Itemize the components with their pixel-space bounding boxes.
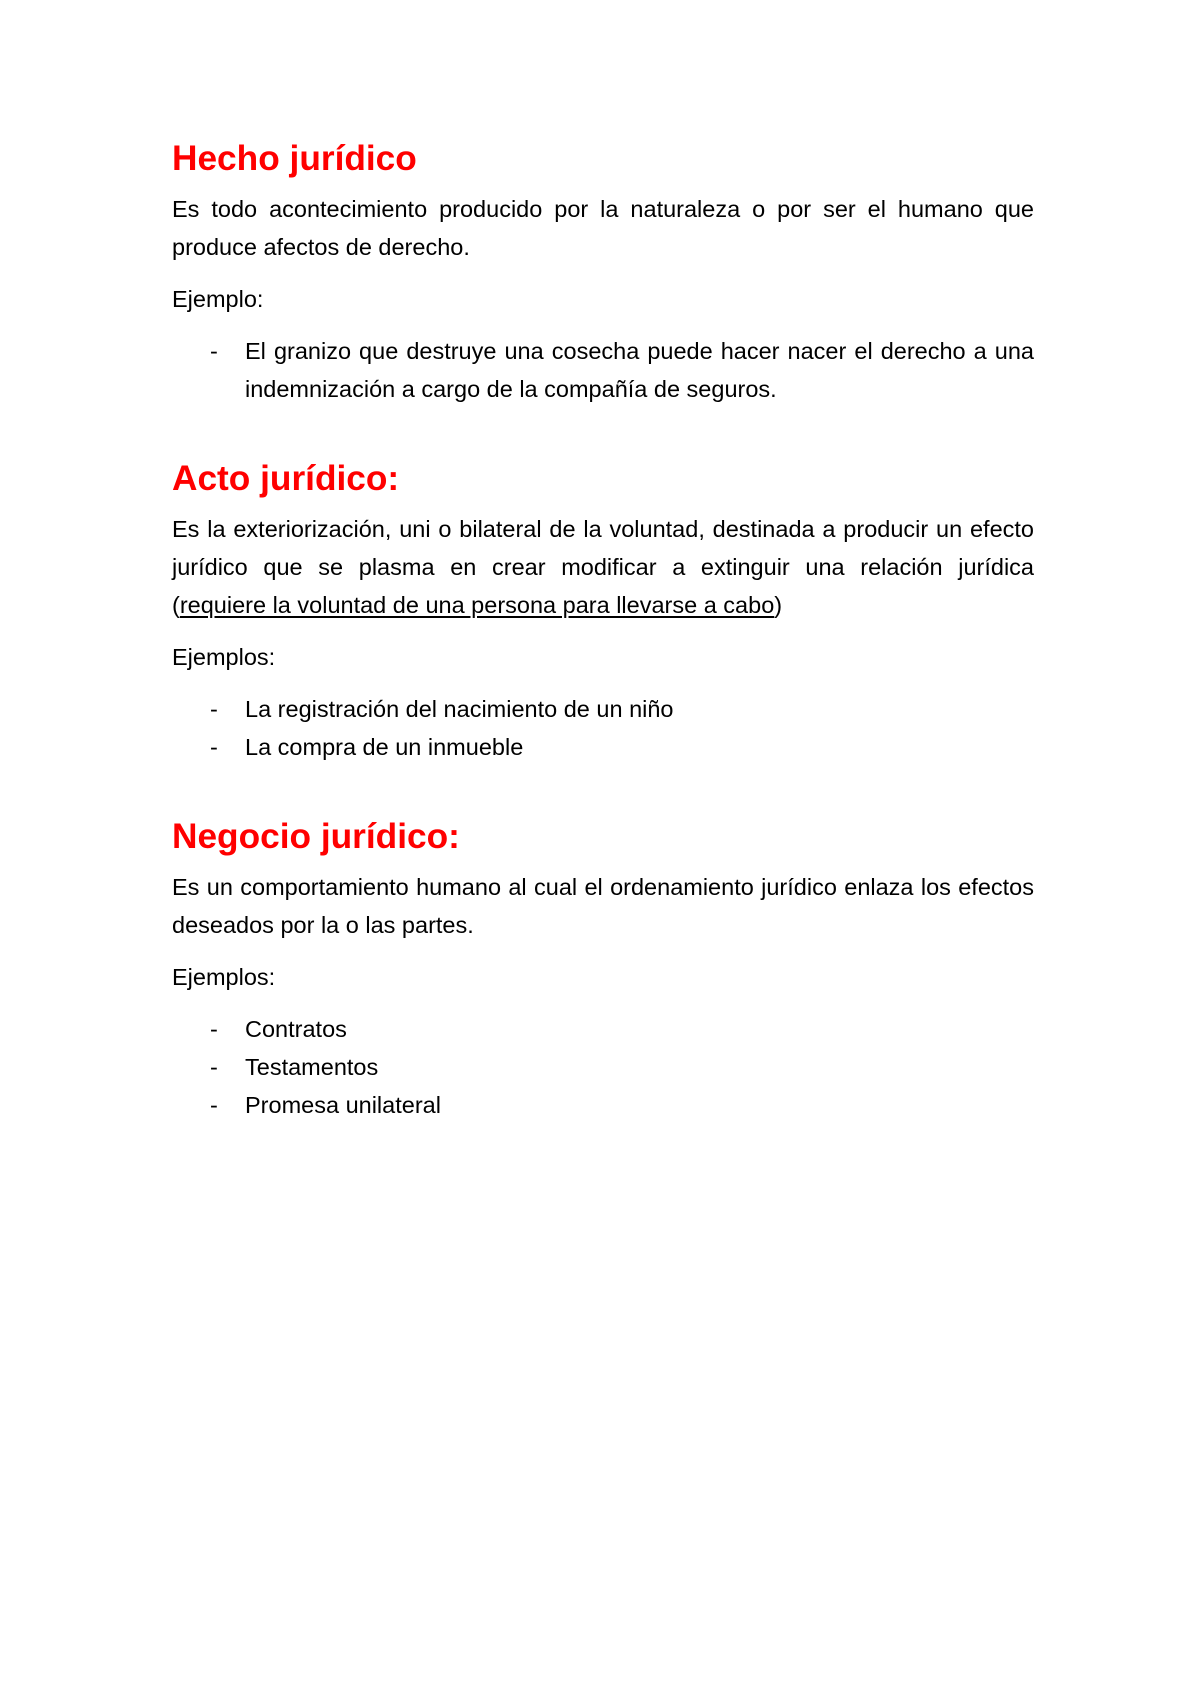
paragraph-text: Es la exteriorización, uni o bilateral de la voluntad, destinada a producir un efecto jurídico que se plasma en crear modificar a extinguir una relación jurídica ( xyxy=(172,516,1034,618)
section-acto-juridico xyxy=(172,460,1034,766)
list-dash: - xyxy=(210,338,218,364)
section-paragraph: Es un comportamiento humano al cual el ordenamiento jurídico enlaza los efectos deseados por la o las partes. xyxy=(172,874,1034,938)
underlined-text: requiere la voluntad de una persona para llevarse a cabo xyxy=(179,592,775,618)
list-item xyxy=(172,1010,1034,1048)
list-item xyxy=(172,728,1034,766)
list-item-text: Testamentos xyxy=(245,1054,379,1080)
list-dash: - xyxy=(210,734,218,760)
section-negocio-juridico xyxy=(172,818,1034,1124)
list-item-text: Promesa unilateral xyxy=(245,1092,441,1118)
examples-label: Ejemplos: xyxy=(172,964,276,990)
list-dash: - xyxy=(210,696,218,722)
list-item-text: La registración del nacimiento de un niño xyxy=(245,696,674,722)
list-item xyxy=(172,1086,1034,1124)
section-paragraph: Es todo acontecimiento producido por la naturaleza o por ser el humano que produce afectos de derecho. xyxy=(172,196,1034,260)
examples-list xyxy=(172,1010,1034,1124)
section-hecho-juridico xyxy=(172,140,1034,408)
section-spacer xyxy=(172,408,1034,460)
examples-label: Ejemplo: xyxy=(172,286,264,312)
list-item-text: La compra de un inmueble xyxy=(245,734,524,760)
list-item xyxy=(172,332,1034,408)
list-item-text: Contratos xyxy=(245,1016,347,1042)
examples-label: Ejemplos: xyxy=(172,644,276,670)
document-page xyxy=(172,140,1034,1124)
list-dash: - xyxy=(210,1092,218,1118)
list-item xyxy=(172,690,1034,728)
section-heading: Hecho jurídico xyxy=(172,139,417,178)
list-item-text: El granizo que destruye una cosecha puede hacer nacer el derecho a una indemnización a cargo de la compañía de seguros. xyxy=(245,338,1034,402)
list-dash: - xyxy=(210,1016,218,1042)
examples-list xyxy=(172,332,1034,408)
list-item xyxy=(172,1048,1034,1086)
list-dash: - xyxy=(210,1054,218,1080)
section-paragraph xyxy=(172,510,1034,624)
section-heading: Negocio jurídico: xyxy=(172,817,460,856)
examples-list xyxy=(172,690,1034,766)
paragraph-text-end: ) xyxy=(774,592,783,618)
section-spacer xyxy=(172,766,1034,818)
section-heading: Acto jurídico: xyxy=(172,459,400,498)
